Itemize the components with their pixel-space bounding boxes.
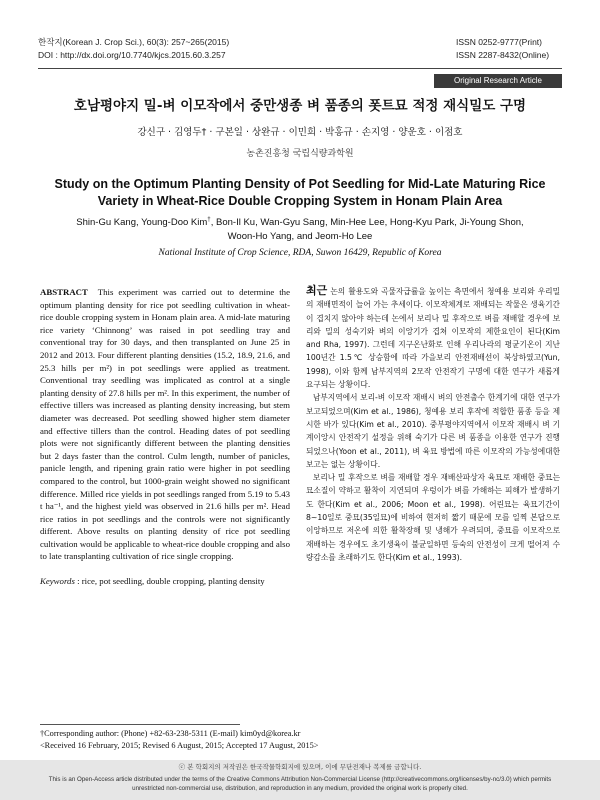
issn-online: ISSN 2287-8432(Online): [456, 50, 550, 60]
abstract-column: [40, 286, 290, 588]
intro-paragraph-1: [306, 284, 560, 391]
footnote-block: [40, 728, 560, 752]
article-type-badge: Original Research Article: [434, 74, 562, 88]
keywords-label: Keywords: [40, 576, 75, 587]
footnote-divider: [40, 724, 240, 725]
journal-header: [38, 36, 229, 62]
authors-english-line1a: Shin-Gu Kang, Young-Doo Kim: [76, 217, 208, 228]
title-english-line1: Study on the Optimum Planting Density of Pot Seedling for Mid-Late Maturing Rice: [54, 177, 546, 191]
abstract-text: This experiment was carried out to determine the optimum planting density for rice pot seedling cultivation in wheat-rice double cropping system in Honam plain area. A mid-late maturing rice variety ‘Chinnong’ was raised in pot seedling tray and conventional tray for 30 days, and then transplanted on June 25 in 2012 and 2013. Four different planting densities (15.2, 18.9, 21.6, and 25.3 hills per m²) in pot seedlings were applied as treatment. Conventional tray seedling was implicated as control at a single planting density of 27.8 hills per m². In this experiment, the number of effective tillers was increased as planting density increasing, but stem diameter was decreased. Pot seedling showed higher stem diameter and effective tillers than the control. Heading dates of pot seedling plots were not significantly different between the planting densities but 2 days faster than the control. Culm length, number of panicles, panicle length, and ripening grain ratio were higher in pot seedling compared to the control, but 1000-grain weight showed no significant difference. Milled rice yields in pot seedlings ranged from 5.19 to 5.43 t ha⁻¹, and the highest yield was observed in 21.6 hills per m². Head rice ratios in pot seedlings and the controls were not significantly different. Above results on planting density of rice pot seedling cultivation would be applicable to wheat-rice double cropping and also to late transplanting cultivation of rice single cropping.: [40, 287, 290, 562]
keywords-line: [40, 575, 290, 588]
journal-citation: 한작지(Korean J. Crop Sci.), 60(3): 257~265(2015): [38, 37, 230, 47]
authors-english: [30, 216, 570, 244]
header-divider: [38, 68, 562, 69]
introduction-column: [306, 284, 560, 564]
abstract-label: ABSTRACT: [40, 287, 88, 297]
authors-english-line2: Woon-Ho Yang, and Jeom-Ho Lee: [227, 231, 373, 242]
title-korean: 호남평야지 밀-벼 이모작에서 중만생종 벼 품종의 폿트묘 적정 재식밀도 구명: [73, 98, 527, 114]
keywords-text: : rice, pot seedling, double cropping, planting density: [77, 576, 265, 587]
affiliation-korean: 농촌진흥청 국립식량과학원: [246, 149, 354, 159]
title-english-line2: Variety in Wheat-Rice Double Cropping System in Honam Plain Area: [97, 194, 503, 208]
issn-block: [456, 36, 549, 62]
intro-lead-word: 최근: [306, 284, 328, 297]
copyright-korean: ⓒ 본 학회지의 저작권은 한국작물학회지에 있으며, 이에 무단전재나 복제를 금합니다.: [178, 763, 422, 771]
authors-english-line1b: , Bon-Il Ku, Wan-Gyu Sang, Min-Hee Lee, Hong-Kyu Park, Ji-Young Shon,: [210, 217, 524, 228]
copyright-english: This is an Open-Access article distributed under the terms of the Creative Commons Attribution Non-Commercial License (http://creativecommons.org/licenses/by-nc/3.0) which permits unrestricted non-commercial use, distribution, and reproduction in any medium, provided the original work is properly cited.: [48, 776, 552, 792]
intro-p1-text: 논의 활용도와 곡물자급률을 높이는 측면에서 청예용 보리와 우리밀의 재배면적이 늘어 가는 추세이다. 이모작체계로 재배되는 작물은 생육기간이 겹치지 않아야 하는데 논에서 보리나 밀 후작으로 벼를 재배할 경우에 보리와 밀의 성숙기와 벼의 이앙기가 겹쳐 이모작의 제한요인이 된다(Kim and Rha, 1997). 그런데 지구온난화로 인해 우리나라의 평균기온이 지난 100년간 1.5℃ 상승함에 따라 가을보리 안전재배선이 북상하였고(Yun, 1998), 이와 함께 남부지역의 2모작 안전작기 구명에 대한 연구가 새롭게 요구되는 상황이다.: [306, 287, 560, 390]
affiliation-english: National Institute of Crop Science, RDA, Suwon 16429, Republic of Korea: [158, 248, 442, 258]
authors-korean: 강신구 · 김영두† · 구본일 · 상완규 · 이민희 · 박홍규 · 손지영 · 양운호 · 이점호: [137, 127, 463, 138]
doi-link[interactable]: DOI : http://dx.doi.org/10.7740/kjcs.2015.60.3.257: [38, 50, 226, 60]
received-dates: <Received 16 February, 2015; Revised 6 August, 2015; Accepted 17 August, 2015>: [40, 741, 319, 750]
intro-paragraph-2: 남부지역에서 보리-벼 이모작 재배시 벼의 안전출수 한계기에 대한 연구가 보고되었으며(Kim et al., 1986), 청예용 보리 후작에 적합한 품종 등을 제시한 바가 있다(Kim et al., 2010). 중부평야지역에서 이모작 재배시 벼 기계이앙시 안전작기 설정을 위해 숙기가 다른 벼 품종을 이용한 연구가 진행되었으나(Yoon et al., 2011), 벼 육묘 방법에 따른 이모작의 가능성에대한 보고는 없는 상황이다.: [306, 393, 560, 469]
issn-print: ISSN 0252-9777(Print): [456, 37, 542, 47]
corresponding-author: †Corresponding author: (Phone) +82-63-238-5311 (E-mail) kim0yd@korea.kr: [40, 729, 301, 738]
corresponding-dagger: †: [207, 215, 211, 223]
title-english: [30, 176, 570, 210]
abstract-paragraph: [40, 286, 290, 563]
intro-paragraph-3: 보리나 밀 후작으로 벼를 재배할 경우 재배산파상자 육묘로 재배한 중묘는 묘소질이 약하고 활착이 지연되며 우렁이가 벼를 가해하는 피해가 발생하기도 한다(Kim et al., 2006; Moon et al., 1998). 어린묘는 육묘기간이 8~10일로 중묘(35일묘)에 비하여 현저히 짧기 때문에 모를 일찍 본답으로 이앙하므로 저온에 의한 활착장해 및 냉해가 우려되며, 중묘를 이모작으로 재배하는 경우에도 초기생육이 불균일하면 등숙의 안전성이 크게 떨어져 수량감소를 초래하기도 한다(Kim et al., 1993).: [306, 473, 560, 562]
